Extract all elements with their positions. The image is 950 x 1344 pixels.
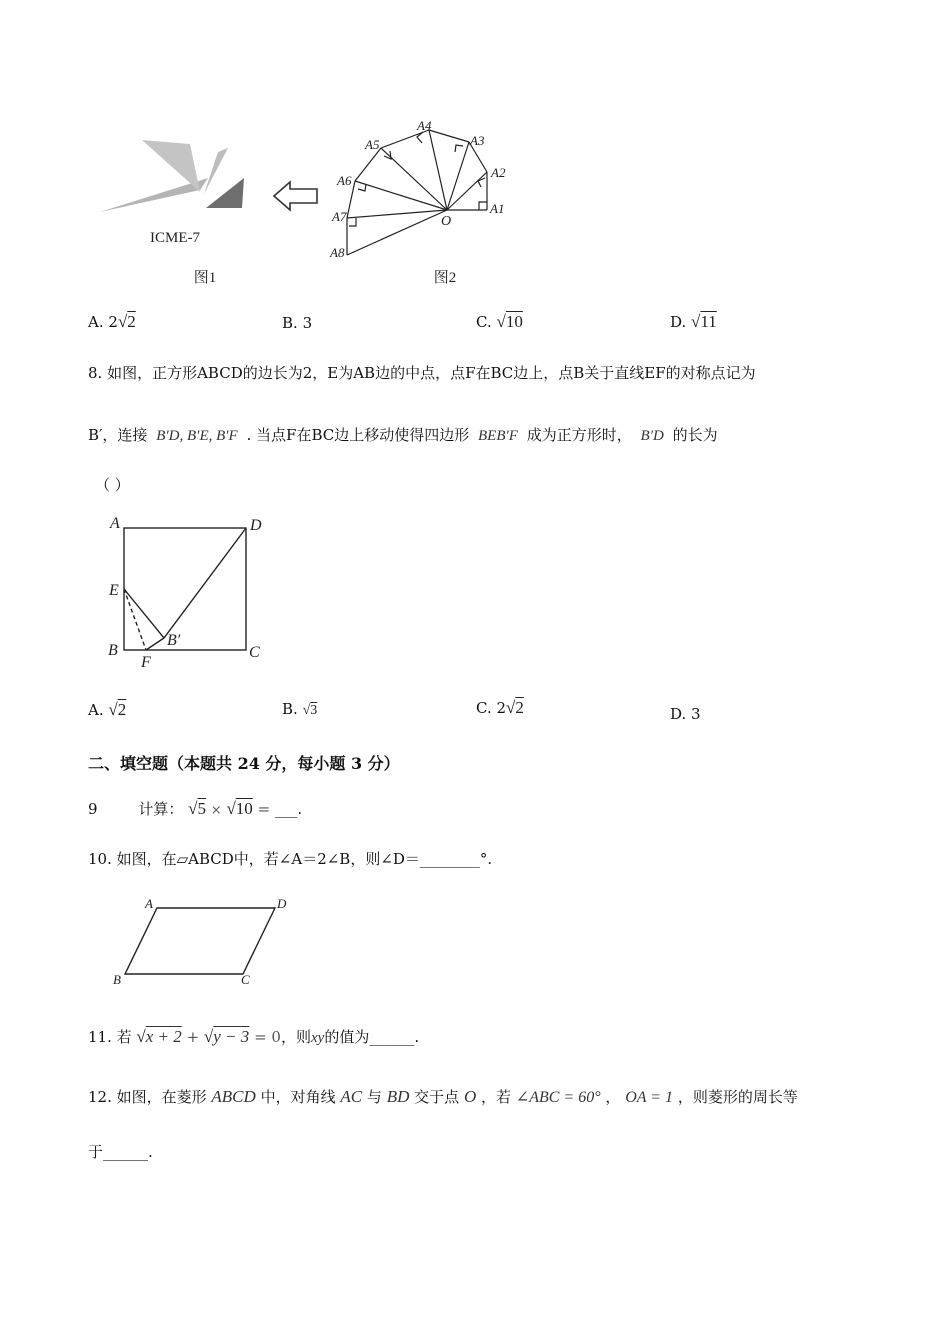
q7-option-c: C. √10 — [476, 312, 523, 331]
q8-figure — [100, 510, 280, 675]
q8-option-a: A. √2 — [88, 700, 127, 719]
icme-blade-2 — [142, 140, 200, 192]
q10-label-C: C — [241, 972, 250, 987]
icme-label: ICME-7 — [150, 230, 200, 246]
q12-line1: 12. 如图，在菱形 ABCD 中，对角线 AC 与 BD 交于点 O ，若 ∠ABC = 60° ， OA = 1 ，则菱形的周长等 — [88, 1087, 798, 1106]
q8-option-d: D. 3 — [670, 705, 701, 723]
q7-option-b: B. 3 — [282, 314, 313, 332]
label-A3: A3 — [470, 133, 485, 148]
q8-label-C: C — [249, 644, 260, 661]
q8-label-B: B — [108, 642, 118, 659]
q9: 9 计算： √5 × √10 = ___. — [88, 799, 303, 818]
label-A8: A8 — [330, 245, 345, 260]
q8-label-F: F — [141, 654, 151, 671]
label-A4: A4 — [417, 118, 432, 133]
q7-figure-1 — [100, 130, 260, 290]
q10-figure — [105, 890, 295, 990]
q8-stem-line1: 8. 如图，正方形ABCD的边长为2，E为AB边的中点，点F在BC边上，点B关于直线EF的对称点记为 — [88, 364, 756, 382]
arrow-left-icon — [272, 180, 320, 212]
q10-label-A: A — [145, 896, 153, 911]
q7-figure-2 — [325, 115, 525, 295]
q10-label-B: B — [113, 972, 121, 987]
label-A2: A2 — [491, 165, 506, 180]
fig1-caption: 图1 — [193, 270, 217, 286]
label-A6: A6 — [337, 173, 352, 188]
section-2-title: 二、填空题（本题共 24 分，每小题 3 分） — [88, 754, 400, 773]
q8-stem-line2: B′，连接 B′D, B′E, B′F . 当点F在BC边上移动使得四边形 BEB′F 成为正方形时， B′D 的长为 — [88, 426, 718, 444]
q10-label-D: D — [277, 896, 287, 911]
q8-label-A: A — [110, 515, 120, 532]
fig2-caption: 图2 — [433, 270, 457, 286]
icme-blade-4 — [206, 178, 244, 208]
label-A1: A1 — [490, 201, 505, 216]
q8-label-Bprime: B′ — [167, 632, 181, 649]
icme-blade-3 — [204, 148, 228, 194]
label-A7: A7 — [332, 209, 347, 224]
q11: 11. 若 √x + 2 + √y − 3 = 0，则xy的值为______. — [88, 1027, 420, 1046]
label-A5: A5 — [365, 137, 380, 152]
q7-option-a: A. 2√2 — [88, 312, 136, 331]
label-O: O — [441, 214, 452, 229]
q8-answer-paren: （ ） — [95, 476, 130, 494]
q12-line2: 于______. — [88, 1143, 153, 1161]
q8-label-D: D — [250, 517, 262, 534]
q8-option-c: C. 2√2 — [476, 698, 524, 717]
q7-option-d: D. √11 — [670, 312, 717, 331]
q8-option-b: B. √3 — [282, 700, 318, 718]
q8-label-E: E — [109, 582, 119, 599]
q10-stem: 10. 如图，在▱ABCD中，若∠A＝2∠B，则∠D＝________°. — [88, 850, 493, 868]
